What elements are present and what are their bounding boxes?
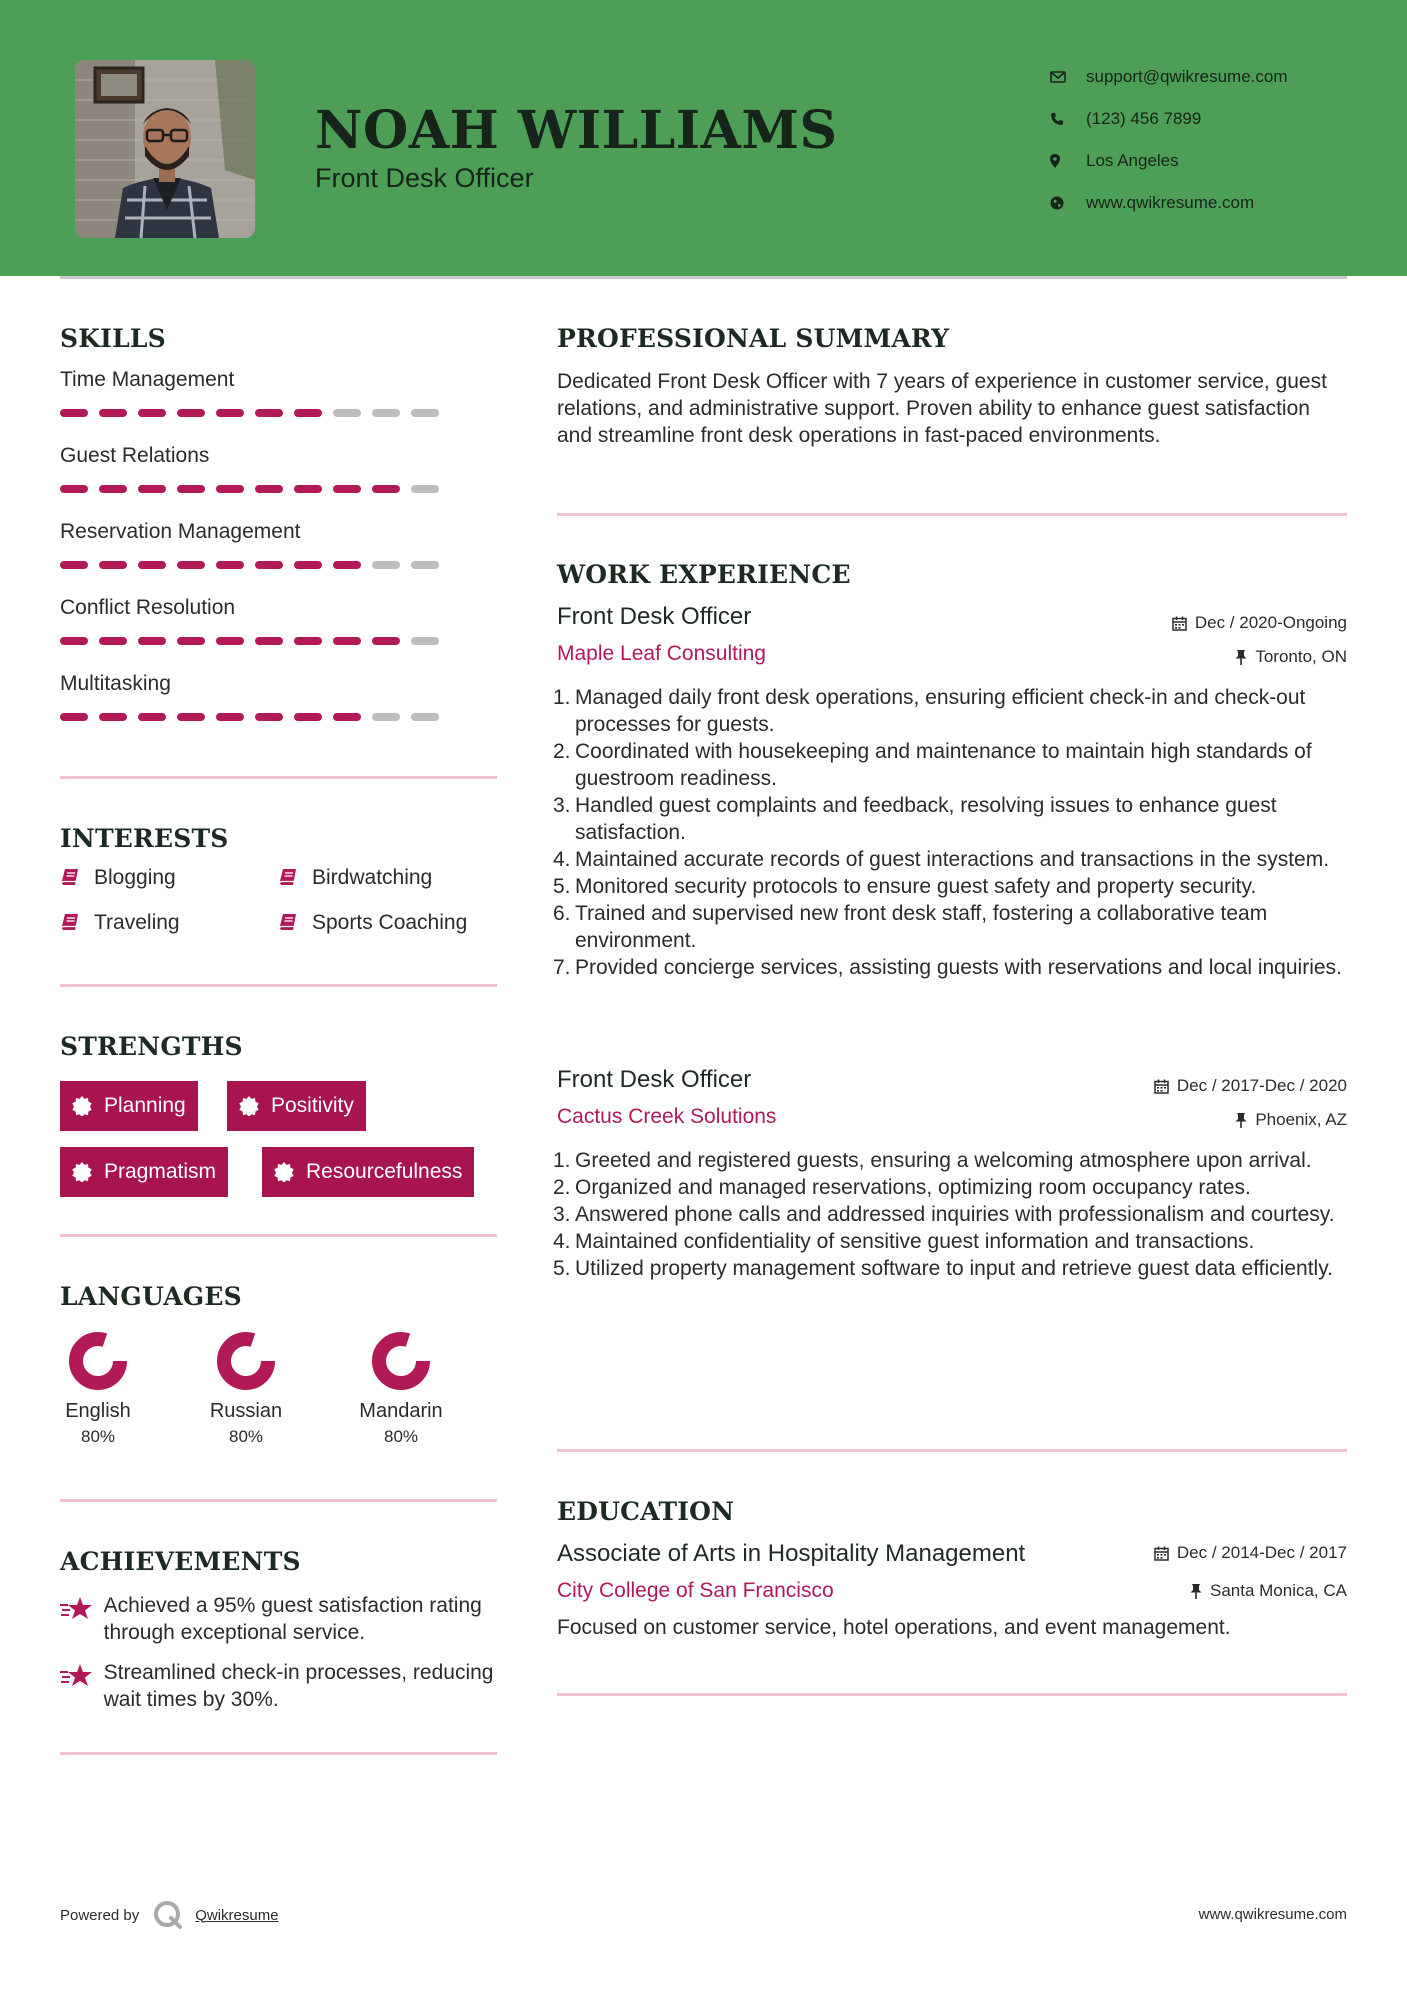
duty-item: 3. Handled guest complaints and feedback, resolving issues to enhance guest satisfaction. bbox=[553, 794, 1277, 844]
skill-dot-filled bbox=[99, 561, 127, 569]
skill-dot-filled bbox=[294, 561, 322, 569]
trophy-star-icon bbox=[60, 1659, 104, 1713]
skill-dot-filled bbox=[333, 637, 361, 645]
skill-dot-filled bbox=[138, 713, 166, 721]
interest-label: Traveling bbox=[94, 911, 180, 934]
duty-item: 1. Greeted and registered guests, ensuring a welcoming atmosphere upon arrival. bbox=[553, 1149, 1312, 1172]
skill-dot-filled bbox=[138, 561, 166, 569]
badge-icon bbox=[239, 1096, 271, 1116]
language-level-ring bbox=[67, 1330, 129, 1392]
skill-dot-filled bbox=[294, 485, 322, 493]
language-name: Russian bbox=[209, 1400, 283, 1422]
contact-phone[interactable] bbox=[1050, 98, 1288, 140]
skills-divider bbox=[60, 776, 497, 779]
interests-heading: INTERESTS bbox=[60, 824, 229, 853]
job-location bbox=[1235, 647, 1347, 667]
language-name: Mandarin bbox=[359, 1400, 443, 1422]
languages-divider bbox=[60, 1499, 497, 1502]
education-divider bbox=[557, 1693, 1347, 1696]
pushpin-icon bbox=[1190, 1584, 1202, 1599]
skill-dot-filled bbox=[255, 713, 283, 721]
interest-item bbox=[278, 866, 432, 890]
achievements-heading: ACHIEVEMENTS bbox=[60, 1547, 301, 1576]
skill-dot-filled bbox=[177, 561, 205, 569]
map-pin-icon bbox=[1050, 154, 1086, 168]
skill-item bbox=[60, 596, 460, 672]
duty-text: Organized and managed reservations, optimizing room occupancy rates. bbox=[575, 1176, 1251, 1199]
skill-dot-filled bbox=[99, 713, 127, 721]
languages-heading: LANGUAGES bbox=[60, 1282, 242, 1311]
skill-dot-filled bbox=[255, 561, 283, 569]
job-duties-list bbox=[553, 684, 1347, 981]
skill-dot-filled bbox=[177, 637, 205, 645]
badge-icon bbox=[72, 1096, 104, 1116]
skill-dot-filled bbox=[372, 637, 400, 645]
company-name: Cactus Creek Solutions bbox=[557, 1105, 777, 1128]
interest-label: Blogging bbox=[94, 866, 176, 889]
contact-location-text: Los Angeles bbox=[1086, 151, 1179, 170]
summary-text: Dedicated Front Desk Officer with 7 years of experience in customer service, guest relations, and administrative support. Proven ability to enhance guest satisfaction and streamline front desk operations in fast-paced environments. bbox=[557, 370, 1327, 447]
skill-dot-filled bbox=[333, 713, 361, 721]
education-dates bbox=[1154, 1543, 1347, 1563]
duty-item: 4. Maintained accurate records of guest interactions and transactions in the system. bbox=[553, 848, 1330, 871]
job-location-text: Toronto, ON bbox=[1255, 647, 1347, 666]
language-level-ring bbox=[215, 1330, 277, 1392]
duty-text: Maintained accurate records of guest interactions and transactions in the system. bbox=[575, 848, 1330, 871]
skill-dot-filled bbox=[294, 713, 322, 721]
education-location-text: Santa Monica, CA bbox=[1209, 1581, 1347, 1600]
job-dates bbox=[1154, 1076, 1347, 1096]
pushpin-icon bbox=[1235, 650, 1247, 665]
strength-label: Resourcefulness bbox=[306, 1160, 463, 1183]
achievements-divider bbox=[60, 1752, 497, 1755]
skill-dot-filled bbox=[99, 637, 127, 645]
badge-icon bbox=[274, 1162, 306, 1182]
skill-dot-filled bbox=[60, 485, 88, 493]
skill-dot-filled bbox=[216, 713, 244, 721]
achievement-text: Achieved a 95% guest satisfaction rating through exceptional service. bbox=[103, 1594, 482, 1644]
envelope-icon bbox=[1050, 71, 1086, 83]
language-level-ring bbox=[370, 1330, 432, 1392]
book-icon bbox=[60, 868, 94, 888]
brand-link[interactable]: Qwikresume bbox=[195, 1906, 279, 1924]
duty-item: 5. Utilized property management software to input and retrieve guest data efficiently. bbox=[553, 1257, 1333, 1280]
duty-item: 2. Organized and managed reservations, optimizing room occupancy rates. bbox=[553, 1176, 1251, 1199]
calendar-icon bbox=[1154, 1546, 1169, 1561]
duty-item: 5. Monitored security protocols to ensure guest safety and property security. bbox=[553, 875, 1257, 898]
language-item bbox=[186, 1330, 306, 1447]
contact-email[interactable] bbox=[1050, 56, 1288, 98]
duty-item: 4. Maintained confidentiality of sensitive guest information and transactions. bbox=[553, 1230, 1255, 1253]
skill-dot-filled bbox=[216, 409, 244, 417]
skill-dot-filled bbox=[138, 637, 166, 645]
strength-label: Pragmatism bbox=[104, 1160, 217, 1183]
skill-name: Multitasking bbox=[60, 672, 171, 695]
duty-item: 6. Trained and supervised new front desk staff, fostering a collaborative team environment. bbox=[553, 902, 1268, 952]
duty-item: 1. Managed daily front desk operations, ensuring efficient check-in and check-out processes for guests. bbox=[553, 686, 1306, 736]
calendar-icon bbox=[1154, 1079, 1169, 1094]
skill-dot-empty bbox=[411, 409, 439, 417]
contact-website[interactable] bbox=[1050, 182, 1288, 224]
powered-by-label: Powered by bbox=[60, 1906, 140, 1924]
skill-dot-filled bbox=[216, 485, 244, 493]
skill-level-meter bbox=[60, 637, 450, 645]
strength-chip bbox=[60, 1147, 228, 1197]
skill-item bbox=[60, 672, 460, 748]
summary-divider bbox=[557, 513, 1347, 516]
duty-text: Coordinated with housekeeping and maintenance to maintain high standards of guestroom readiness. bbox=[575, 740, 1312, 790]
degree-title: Associate of Arts in Hospitality Management bbox=[557, 1540, 1026, 1567]
skill-dot-empty bbox=[372, 713, 400, 721]
candidate-title: Front Desk Officer bbox=[315, 163, 534, 193]
contact-list bbox=[1050, 56, 1288, 224]
skill-item bbox=[60, 520, 460, 596]
language-item bbox=[38, 1330, 158, 1447]
duty-item: 3. Answered phone calls and addressed inquiries with professionalism and courtesy. bbox=[553, 1203, 1335, 1226]
contact-email-text: support@qwikresume.com bbox=[1086, 67, 1288, 86]
skill-dot-filled bbox=[333, 485, 361, 493]
language-percent: 80% bbox=[80, 1427, 116, 1446]
strength-chip bbox=[262, 1147, 474, 1197]
company-name: Maple Leaf Consulting bbox=[557, 642, 766, 665]
job-location-text: Phoenix, AZ bbox=[1255, 1110, 1347, 1129]
skill-dot-filled bbox=[333, 561, 361, 569]
strengths-heading: STRENGTHS bbox=[60, 1032, 243, 1061]
achievement-item bbox=[60, 1659, 500, 1713]
job-dates-text: Dec / 2020-Ongoing bbox=[1194, 613, 1347, 632]
skill-dot-filled bbox=[294, 409, 322, 417]
duty-text: Utilized property management software to input and retrieve guest data efficiently. bbox=[575, 1257, 1333, 1280]
language-percent: 80% bbox=[228, 1427, 264, 1446]
book-icon bbox=[278, 868, 312, 888]
duty-text: Maintained confidentiality of sensitive guest information and transactions. bbox=[575, 1230, 1255, 1253]
job-dates bbox=[1172, 613, 1347, 633]
skill-dot-empty bbox=[411, 561, 439, 569]
strength-label: Planning bbox=[104, 1094, 186, 1117]
candidate-name: NOAH WILLIAMS bbox=[315, 100, 838, 161]
language-percent: 80% bbox=[383, 1427, 419, 1446]
skill-dot-filled bbox=[99, 409, 127, 417]
skill-dot-filled bbox=[177, 713, 205, 721]
contact-location bbox=[1050, 140, 1288, 182]
interest-item bbox=[278, 911, 467, 935]
skill-name: Reservation Management bbox=[60, 520, 301, 543]
skill-name: Guest Relations bbox=[60, 444, 210, 467]
contact-phone-text: (123) 456 7899 bbox=[1086, 109, 1202, 128]
school-name: City College of San Francisco bbox=[557, 1579, 834, 1602]
education-description: Focused on customer service, hotel operations, and event management. bbox=[557, 1616, 1231, 1639]
skill-dot-filled bbox=[138, 485, 166, 493]
interest-label: Birdwatching bbox=[312, 866, 433, 889]
skill-item bbox=[60, 368, 460, 444]
skill-dot-filled bbox=[216, 561, 244, 569]
globe-icon bbox=[1050, 196, 1086, 210]
footer-website[interactable]: www.qwikresume.com bbox=[1198, 1906, 1347, 1923]
strengths-divider bbox=[60, 1234, 497, 1237]
skill-dot-filled bbox=[177, 409, 205, 417]
interest-item bbox=[60, 866, 176, 890]
duty-text: Managed daily front desk operations, ensuring efficient check-in and check-out processes for guests. bbox=[575, 686, 1306, 736]
summary-heading: PROFESSIONAL SUMMARY bbox=[557, 324, 950, 353]
duty-item: 7. Provided concierge services, assisting guests with reservations and local inquiries. bbox=[553, 956, 1342, 979]
skill-dot-filled bbox=[255, 485, 283, 493]
footer-powered-by bbox=[60, 1900, 279, 1930]
strength-label: Positivity bbox=[271, 1094, 354, 1117]
skill-dot-filled bbox=[177, 485, 205, 493]
job-location bbox=[1235, 1110, 1347, 1130]
skill-dot-filled bbox=[99, 485, 127, 493]
skill-dot-filled bbox=[138, 409, 166, 417]
book-icon bbox=[60, 913, 94, 933]
skill-dot-filled bbox=[60, 637, 88, 645]
skill-dot-empty bbox=[333, 409, 361, 417]
skill-dot-filled bbox=[294, 637, 322, 645]
experience-heading: WORK EXPERIENCE bbox=[557, 560, 851, 589]
duty-text: Monitored security protocols to ensure guest safety and property security. bbox=[575, 875, 1257, 898]
skill-dot-filled bbox=[60, 561, 88, 569]
qwikresume-logo-icon bbox=[153, 1900, 183, 1930]
skill-dot-filled bbox=[60, 409, 88, 417]
duty-text: Answered phone calls and addressed inquiries with professionalism and courtesy. bbox=[575, 1203, 1335, 1226]
badge-icon bbox=[72, 1162, 104, 1182]
language-item bbox=[341, 1330, 461, 1447]
skill-dot-filled bbox=[255, 409, 283, 417]
skill-dot-empty bbox=[411, 637, 439, 645]
skill-dot-empty bbox=[411, 713, 439, 721]
job-duties-list bbox=[553, 1147, 1347, 1282]
skill-dot-empty bbox=[411, 485, 439, 493]
experience-divider bbox=[557, 1449, 1347, 1452]
education-dates-text: Dec / 2014-Dec / 2017 bbox=[1176, 1543, 1347, 1562]
strength-chip bbox=[227, 1081, 366, 1131]
achievement-item bbox=[60, 1592, 500, 1646]
skill-level-meter bbox=[60, 561, 450, 569]
skills-heading: SKILLS bbox=[60, 324, 166, 353]
duty-text: Greeted and registered guests, ensuring a welcoming atmosphere upon arrival. bbox=[575, 1149, 1312, 1172]
phone-icon bbox=[1050, 112, 1086, 126]
education-location bbox=[1190, 1581, 1347, 1601]
interest-label: Sports Coaching bbox=[312, 911, 468, 934]
skill-dot-empty bbox=[372, 409, 400, 417]
contact-website-text: www.qwikresume.com bbox=[1086, 193, 1255, 212]
interests-divider bbox=[60, 984, 497, 987]
interest-item bbox=[60, 911, 180, 935]
duty-text: Trained and supervised new front desk staff, fostering a collaborative team environment. bbox=[575, 902, 1268, 952]
skill-level-meter bbox=[60, 713, 450, 721]
skill-dot-filled bbox=[216, 637, 244, 645]
achievement-text: Streamlined check-in processes, reducing wait times by 30%. bbox=[103, 1661, 494, 1711]
calendar-icon bbox=[1172, 616, 1187, 631]
skill-item bbox=[60, 444, 460, 520]
skill-dot-empty bbox=[372, 561, 400, 569]
duty-item: 2. Coordinated with housekeeping and maintenance to maintain high standards of guestroom readiness. bbox=[553, 740, 1312, 790]
trophy-star-icon bbox=[60, 1592, 104, 1646]
education-heading: EDUCATION bbox=[557, 1497, 735, 1526]
skill-level-meter bbox=[60, 409, 450, 417]
header-divider bbox=[60, 276, 1347, 279]
job-dates-text: Dec / 2017-Dec / 2020 bbox=[1176, 1076, 1347, 1095]
skill-name: Conflict Resolution bbox=[60, 596, 236, 619]
book-icon bbox=[278, 913, 312, 933]
strength-chip bbox=[60, 1081, 198, 1131]
duty-text: Provided concierge services, assisting guests with reservations and local inquiries. bbox=[575, 956, 1342, 979]
skill-dot-filled bbox=[372, 485, 400, 493]
job-title: Front Desk Officer bbox=[557, 603, 752, 630]
skill-dot-filled bbox=[255, 637, 283, 645]
job-title: Front Desk Officer bbox=[557, 1066, 752, 1093]
skill-level-meter bbox=[60, 485, 450, 493]
duty-text: Handled guest complaints and feedback, resolving issues to enhance guest satisfaction. bbox=[575, 794, 1277, 844]
skill-dot-filled bbox=[60, 713, 88, 721]
language-name: English bbox=[65, 1400, 131, 1422]
profile-photo bbox=[75, 60, 255, 238]
skill-name: Time Management bbox=[60, 368, 235, 391]
pushpin-icon bbox=[1235, 1113, 1247, 1128]
